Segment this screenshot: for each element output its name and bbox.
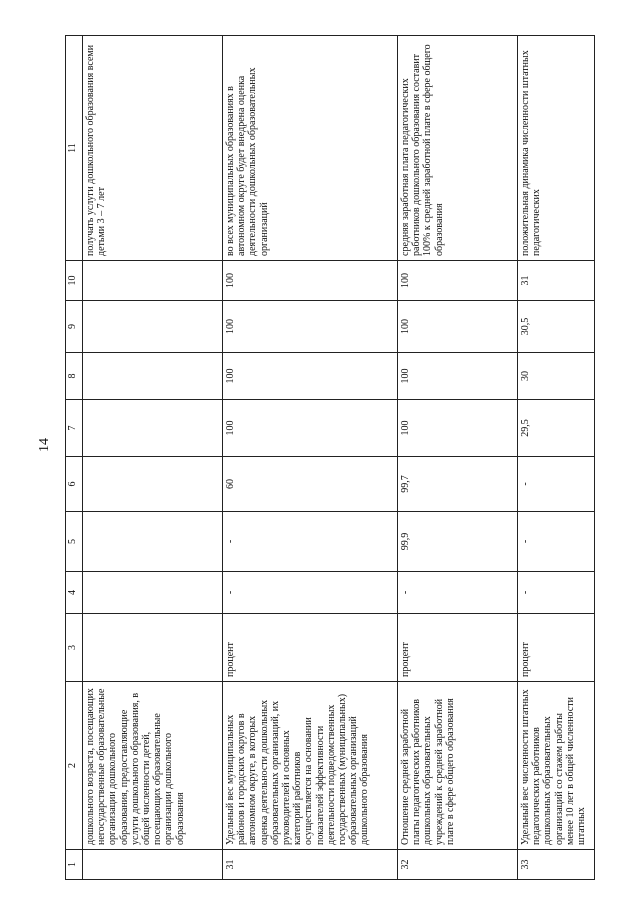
indicator-cell: Удельный вес численности штатных педагогических работников дошкольных образовательных организаций со стажем работы менее 10 лет в общей численности штатных (518, 682, 595, 850)
value-cell: - (223, 512, 398, 572)
value-cell: - (518, 512, 595, 572)
column-header: 10 (66, 261, 83, 301)
page-number: 14 (37, 438, 52, 452)
value-cell (83, 572, 223, 614)
value-cell: 100 (398, 261, 518, 301)
value-cell: 99,9 (398, 512, 518, 572)
value-cell: 100 (398, 353, 518, 400)
value-cell: - (398, 572, 518, 614)
column-header: 7 (66, 400, 83, 457)
value-cell: 30 (518, 353, 595, 400)
result-cell: во всех муниципальных образованиях в автономном округе будет внедрена оценка деятельности дошкольных образовательных организаций (223, 36, 398, 261)
indicator-cell: Отношение средней заработной платы педагогических работников дошкольных образовательных учреждений к средней заработной плате в сфере общего образования (398, 682, 518, 850)
value-cell: 30,5 (518, 301, 595, 353)
table-header-row (66, 36, 83, 880)
column-header: 1 (66, 850, 83, 880)
value-cell (83, 261, 223, 301)
indicators-table (65, 35, 595, 880)
indicator-cell: дошкольного возраста, посещающих негосударственные образовательные организации дошкольного образования, предоставляющие услуги дошкольного образования, в общей численности детей, посещающих образовательные организации дошкольного образования (83, 682, 223, 850)
value-cell: 100 (223, 353, 398, 400)
result-cell: положительная динамика численности штатных педагогических (518, 36, 595, 261)
column-header: 3 (66, 614, 83, 682)
rotated-table-container (65, 35, 595, 880)
value-cell: - (518, 572, 595, 614)
value-cell: 100 (223, 301, 398, 353)
row-number: 32 (398, 850, 518, 880)
indicator-cell: Удельный вес муниципальных районов и городских округов в автономном округе, в которых оценка деятельности дошкольных образовательных организаций, их руководителей и основных категорий работников осуществляется на основании показателей эффективности деятельности подведомственных государственных (муниципальных) образовательных организаций дошкольного образования (223, 682, 398, 850)
value-cell: 29,5 (518, 400, 595, 457)
column-header: 11 (66, 36, 83, 261)
column-header: 8 (66, 353, 83, 400)
column-header: 9 (66, 301, 83, 353)
row-number: 31 (223, 850, 398, 880)
table-row (518, 36, 595, 880)
value-cell: 100 (223, 400, 398, 457)
value-cell (83, 400, 223, 457)
unit-cell: процент (518, 614, 595, 682)
value-cell (83, 457, 223, 512)
unit-cell (83, 614, 223, 682)
table-row (223, 36, 398, 880)
result-cell: получать услуги дошкольного образования всеми детьми 3 – 7 лет (83, 36, 223, 261)
unit-cell: процент (223, 614, 398, 682)
row-number (83, 850, 223, 880)
value-cell: 31 (518, 261, 595, 301)
column-header: 6 (66, 457, 83, 512)
value-cell (83, 301, 223, 353)
value-cell: 100 (398, 301, 518, 353)
table-row (83, 36, 223, 880)
column-header: 5 (66, 512, 83, 572)
value-cell: 60 (223, 457, 398, 512)
row-number: 33 (518, 850, 595, 880)
result-cell: средняя заработная плата педагогических работников дошкольного образования составит 100% к средней заработной плате в сфере общего образования (398, 36, 518, 261)
value-cell: 99,7 (398, 457, 518, 512)
value-cell (83, 353, 223, 400)
column-header: 4 (66, 572, 83, 614)
value-cell (83, 512, 223, 572)
value-cell: - (223, 572, 398, 614)
value-cell: 100 (398, 400, 518, 457)
table-row (398, 36, 518, 880)
column-header: 2 (66, 682, 83, 850)
value-cell: 100 (223, 261, 398, 301)
value-cell: - (518, 457, 595, 512)
unit-cell: процент (398, 614, 518, 682)
